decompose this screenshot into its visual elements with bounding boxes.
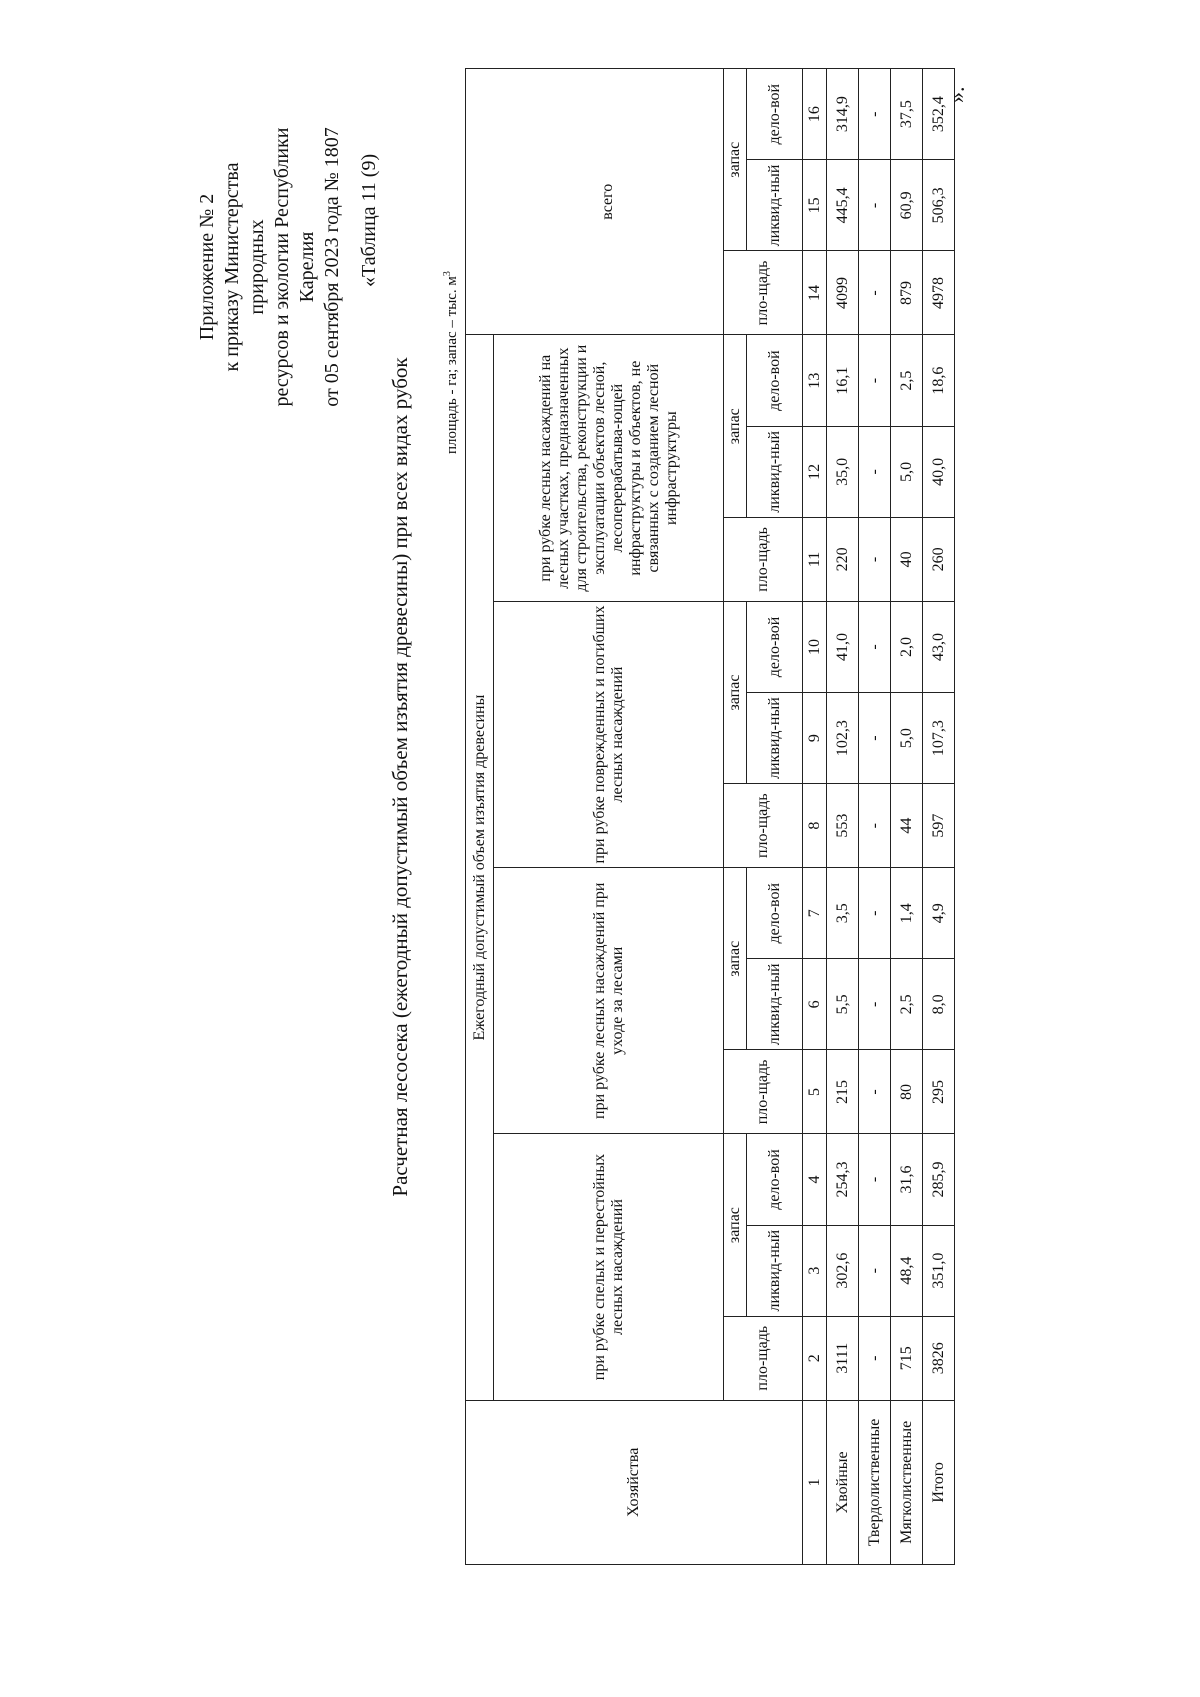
table-row-softwood (891, 69, 923, 1565)
row-label: Итого (923, 1400, 955, 1564)
units-superscript: 3 (442, 271, 453, 277)
header-business-2: дело-вой (747, 868, 803, 959)
table-cell: 220 (827, 517, 859, 601)
col-number-8: 8 (803, 784, 827, 868)
col-number-4: 4 (803, 1134, 827, 1225)
table-reference: «Таблица 11 (9) (358, 153, 380, 287)
header-group-care: при рубке лесных насаждений при уходе за лесами (494, 868, 724, 1134)
table-cell: 40 (891, 517, 923, 601)
table-cell: 715 (891, 1316, 923, 1400)
table-cell: - (859, 784, 891, 868)
document-title: Расчетная лесосека (ежегодный допустимый объем изъятия древесины) при всех видах рубок (388, 357, 412, 1197)
col-number-2: 2 (803, 1316, 827, 1400)
header-area-3: пло-щадь (724, 784, 803, 868)
header-stock-4: запас (724, 335, 747, 517)
header-area-4: пло-щадь (724, 517, 803, 601)
table-cell: 107,3 (923, 693, 955, 784)
table-cell: - (859, 251, 891, 335)
table-cell: 80 (891, 1050, 923, 1134)
header-business-5: дело-вой (747, 69, 803, 160)
table-cell: 215 (827, 1050, 859, 1134)
table-cell: 2,5 (891, 959, 923, 1050)
table-cell: - (859, 1316, 891, 1400)
units-text: площадь - га; запас – тыс. м (444, 276, 460, 454)
table-cell: 3111 (827, 1316, 859, 1400)
table-cell: 1,4 (891, 868, 923, 959)
header-group-total: всего (494, 69, 724, 335)
table-cell: 8,0 (923, 959, 955, 1050)
table-cell: - (859, 868, 891, 959)
table-cell: 44 (891, 784, 923, 868)
header-liquid-3: ликвид-ный (747, 693, 803, 784)
table-cell: 35,0 (827, 426, 859, 517)
table-cell: - (859, 1134, 891, 1225)
header-row-groups (494, 69, 724, 1565)
table-cell: - (859, 335, 891, 426)
units-note (442, 271, 461, 454)
table-cell: 48,4 (891, 1225, 923, 1316)
header-total-blank (466, 69, 494, 335)
table-cell: - (859, 1050, 891, 1134)
header-business-3: дело-вой (747, 601, 803, 692)
col-number-9: 9 (803, 693, 827, 784)
row-label: Хвойные (827, 1400, 859, 1564)
table-cell: 31,6 (891, 1134, 923, 1225)
header-area-2: пло-щадь (724, 1050, 803, 1134)
table-cell: 506,3 (923, 160, 955, 251)
header-liquid-5: ликвид-ный (747, 160, 803, 251)
table-cell: 102,3 (827, 693, 859, 784)
table-cell: 285,9 (923, 1134, 955, 1225)
header-group-damaged: при рубке поврежденных и погибших лесных насаждений (494, 601, 724, 867)
col-number-7: 7 (803, 868, 827, 959)
table-cell: - (859, 426, 891, 517)
header-annual-volume: Ежегодный допустимый объем изъятия древесины (466, 335, 494, 1400)
table-cell: 18,6 (923, 335, 955, 426)
col-number-1: 1 (803, 1400, 827, 1564)
header-row-stock (724, 69, 747, 1565)
table-cell: 879 (891, 251, 923, 335)
table-cell: 254,3 (827, 1134, 859, 1225)
header-stock-2: запас (724, 868, 747, 1050)
header-area-1: пло-щадь (724, 1316, 803, 1400)
table-cell: 597 (923, 784, 955, 868)
table-cell: - (859, 160, 891, 251)
table-cell: 2,0 (891, 601, 923, 692)
col-number-13: 13 (803, 335, 827, 426)
table-cell: 4978 (923, 251, 955, 335)
col-number-3: 3 (803, 1225, 827, 1316)
table-cell: 40,0 (923, 426, 955, 517)
table-cell: - (859, 959, 891, 1050)
table-cell: 5,0 (891, 426, 923, 517)
table-cell: 2,5 (891, 335, 923, 426)
col-number-15: 15 (803, 160, 827, 251)
table-cell: 4099 (827, 251, 859, 335)
header-business-1: дело-вой (747, 1134, 803, 1225)
table-cell: 260 (923, 517, 955, 601)
table-cell: 302,6 (827, 1225, 859, 1316)
table-cell: 3,5 (827, 868, 859, 959)
header-group-mature: при рубке спелых и перестойных лесных насаждений (494, 1134, 724, 1400)
table-cell: 352,4 (923, 69, 955, 160)
appendix-block (195, 117, 345, 417)
appendix-line-1: Приложение № 2 (196, 193, 218, 341)
header-stock-3: запас (724, 601, 747, 783)
column-number-row (803, 69, 827, 1565)
header-liquid-2: ликвид-ный (747, 959, 803, 1050)
header-stock-5: запас (724, 69, 747, 252)
table-cell: 4,9 (923, 868, 955, 959)
col-number-10: 10 (803, 601, 827, 692)
col-number-14: 14 (803, 251, 827, 335)
table-cell: 445,4 (827, 160, 859, 251)
appendix-line-4: от 05 сентября 2023 года № 1807 (321, 127, 343, 407)
header-liquid-1: ликвид-ный (747, 1225, 803, 1316)
table-cell: 553 (827, 784, 859, 868)
table-cell: - (859, 69, 891, 160)
table-cell: 60,9 (891, 160, 923, 251)
table-row-hardwood (859, 69, 891, 1565)
table-row-total (923, 69, 955, 1565)
header-stock-1: запас (724, 1134, 747, 1316)
header-farms: Хозяйства (466, 1400, 803, 1564)
table-cell: - (859, 517, 891, 601)
table-row-coniferous (827, 69, 859, 1565)
appendix-line-2: к приказу Министерства природных (221, 162, 268, 372)
header-group-construction: при рубке лесных насаждений на лесных участках, предназначенных для строительства, реконструкции и эксплуатации объектов лесной, лесоперерабатыва-ющей инфраструктуры и объектов, не связанных с созданием лесной инфраструктуры (494, 335, 724, 601)
row-label: Мягколиственные (891, 1400, 923, 1564)
closing-quote: ». (944, 86, 969, 103)
col-number-11: 11 (803, 517, 827, 601)
header-row-main (466, 69, 494, 1565)
row-label: Твердолиственные (859, 1400, 891, 1564)
col-number-16: 16 (803, 69, 827, 160)
table-cell: 5,0 (891, 693, 923, 784)
table-cell: 5,5 (827, 959, 859, 1050)
table-cell: 3826 (923, 1316, 955, 1400)
table-cell: 41,0 (827, 601, 859, 692)
table-cell: 37,5 (891, 69, 923, 160)
appendix-line-3: ресурсов и экологии Республики Карелия (271, 127, 318, 407)
table-cell: 295 (923, 1050, 955, 1134)
harvest-table (465, 68, 955, 1565)
table-cell: 16,1 (827, 335, 859, 426)
table-cell: 351,0 (923, 1225, 955, 1316)
header-liquid-4: ликвид-ный (747, 426, 803, 517)
header-business-4: дело-вой (747, 335, 803, 426)
table-cell: - (859, 693, 891, 784)
col-number-5: 5 (803, 1050, 827, 1134)
table-cell: 314,9 (827, 69, 859, 160)
table-cell: - (859, 601, 891, 692)
col-number-12: 12 (803, 426, 827, 517)
col-number-6: 6 (803, 959, 827, 1050)
table-cell: - (859, 1225, 891, 1316)
table-cell: 43,0 (923, 601, 955, 692)
header-area-5: пло-щадь (724, 251, 803, 335)
